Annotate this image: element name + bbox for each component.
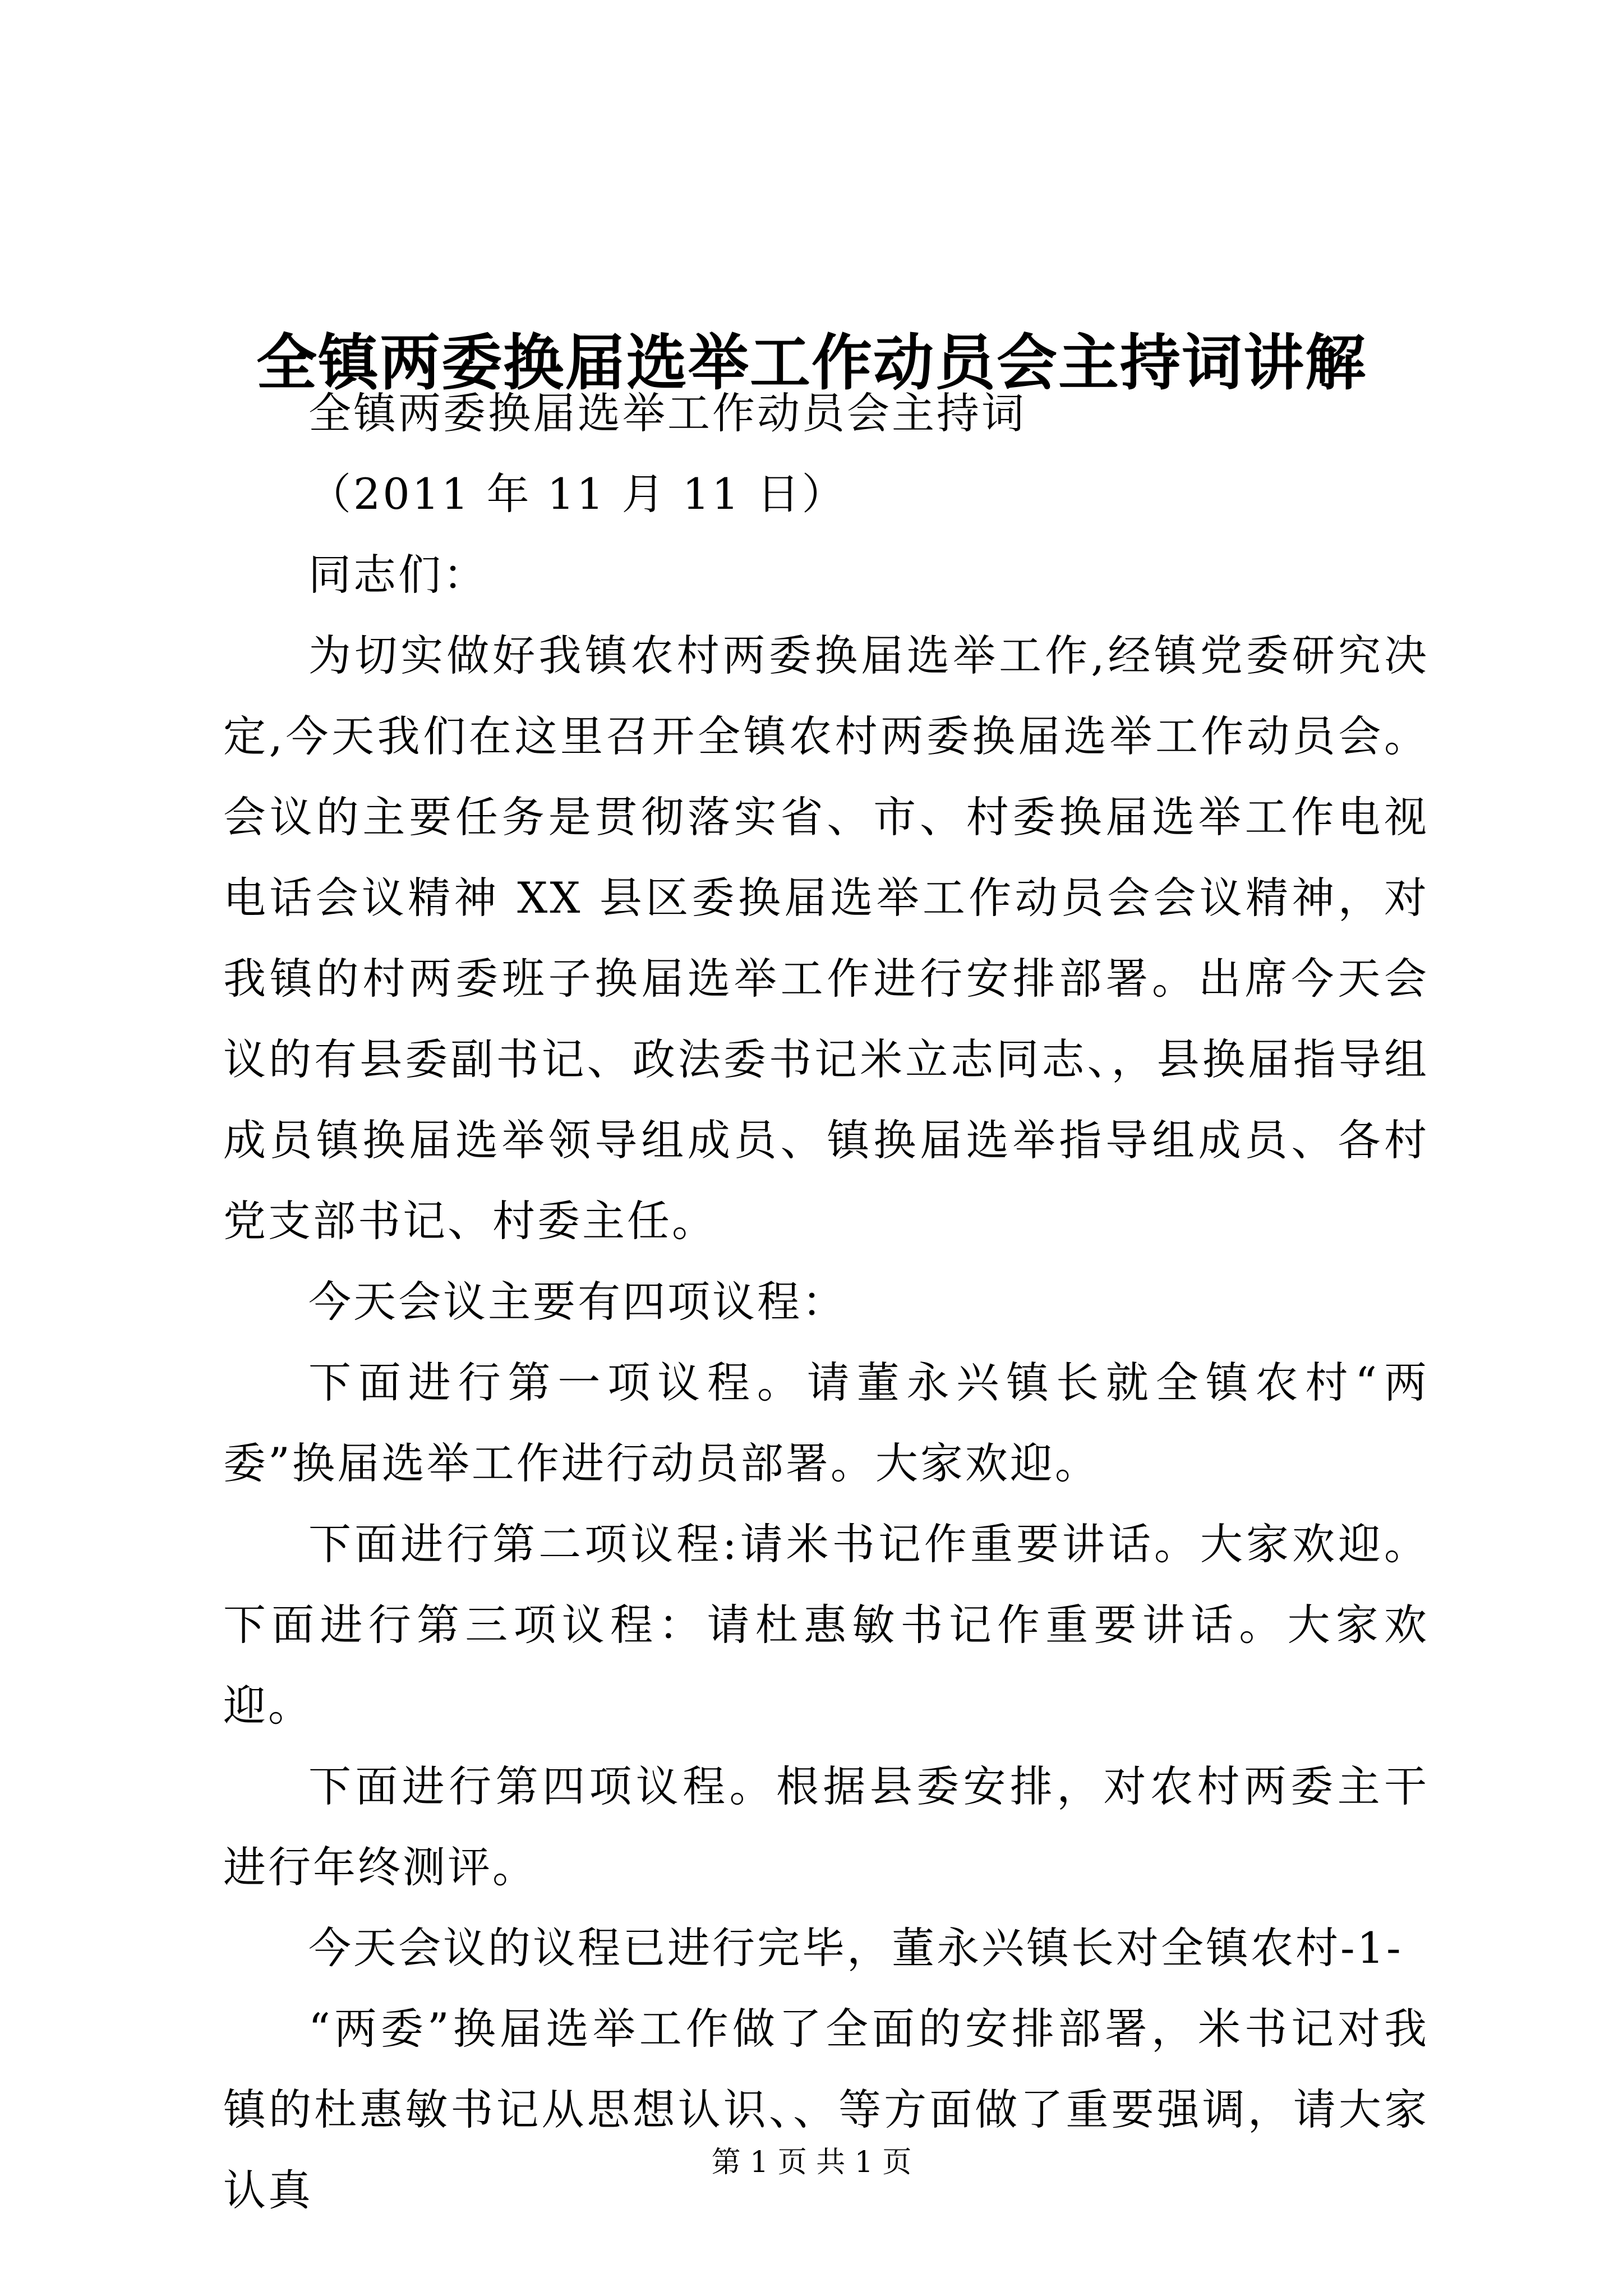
document-body <box>223 373 1429 2231</box>
body-paragraph: “两委”换届选举工作做了全面的安排部署，米书记对我镇的杜惠敏书记从思想认识、、等方面做了重要强调，请大家认真 <box>223 2004 1429 2215</box>
salutation-paragraph: 同志们： <box>308 550 488 600</box>
body-paragraph: 今天会议的议程已进行完毕，董永兴镇长对全镇农村-1- <box>308 1923 1403 1973</box>
document-title: 全镇两委换届选举工作动员会主持词讲解 <box>256 328 1367 399</box>
body-paragraph: 为切实做好我镇农村两委换届选举工作,经镇党委研究决定,今天我们在这里召开全镇农村两委换届选举工作动员会。会议的主要任务是贯彻落实省、市、村委换届选举工作电视电话会议精神 XX 县区委换届选举工作动员会会议精神，对我镇的村两委班子换届选举工作进行安排部署。出席今天会议的有县委副书记、政法委书记米立志同志、，县换届指导组成员镇换届选举领导组成员、镇换届选举指导组成员、各村党支部书记、村委主任。 <box>223 631 1429 1246</box>
body-paragraph: 下面进行第一项议程。请董永兴镇长就全镇农村“两委”换届选举工作进行动员部署。大家欢迎。 <box>223 1358 1429 1488</box>
body-paragraph: 今天会议主要有四项议程： <box>308 1277 847 1327</box>
body-paragraph: 下面进行第二项议程:请米书记作重要讲话。大家欢迎。下面进行第三项议程：请杜惠敏书记作重要讲话。大家欢迎。 <box>223 1519 1429 1731</box>
date-paragraph: （2011 年 11 月 11 日） <box>308 469 847 519</box>
body-paragraph: 下面进行第四项议程。根据县委安排，对农村两委主干进行年终测评。 <box>223 1761 1429 1892</box>
subtitle-paragraph: 全镇两委换届选举工作动员会主持词 <box>308 388 1026 438</box>
page-footer: 第 1 页 共 1 页 <box>711 2146 912 2179</box>
